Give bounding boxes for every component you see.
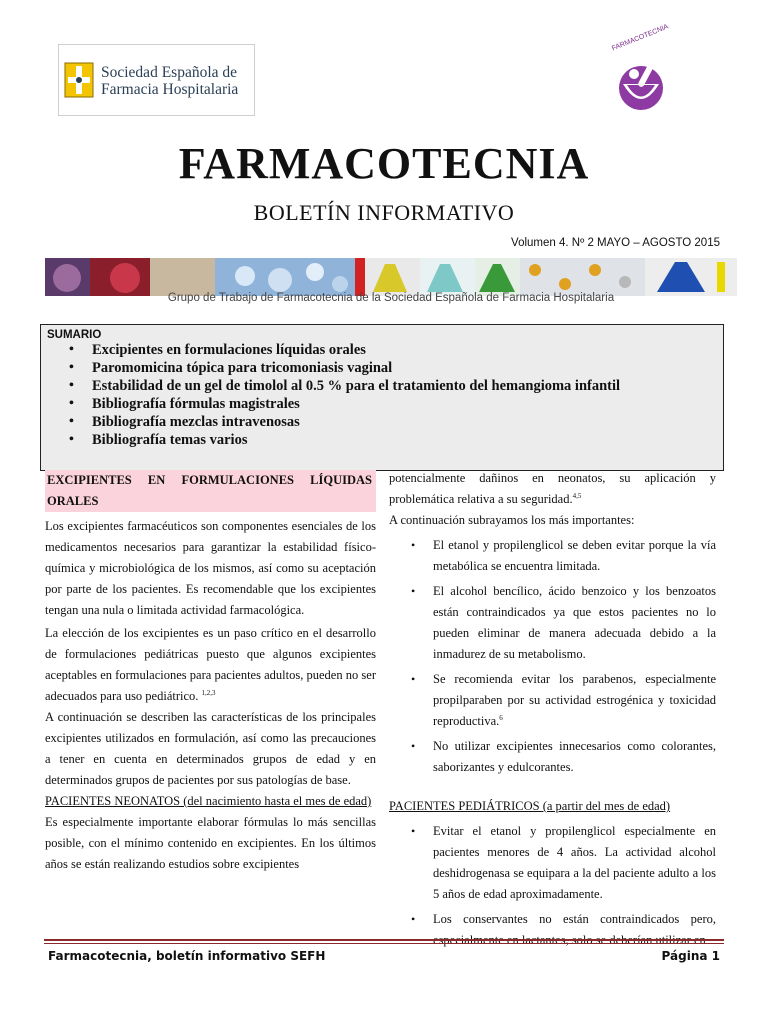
list-item: • No utilizar excipientes innecesarios como colorantes, saborizantes y edulcorantes. (389, 736, 716, 778)
summary-item: • Bibliografía temas varios (67, 431, 620, 449)
summary-heading: SUMARIO (47, 329, 102, 341)
farmacotecnia-logo-label: FARMACOTECNIA (611, 23, 670, 53)
paragraph-text: La elección de los excipientes es un paso crítico en el desarrollo de formulaciones pediátricas puesto que algunos excipientes aceptables en formulaciones para pacientes adultos, pueden no ser adecuados para uso pediátrico. (45, 626, 376, 703)
mortar-pestle-icon (607, 44, 675, 116)
banner-caption: Grupo de Trabajo de Farmacotecnia de la Sociedad Española de Farmacia Hospitalaria (167, 292, 615, 304)
newsletter-subtitle: BOLETÍN INFORMATIVO (253, 200, 515, 225)
footer-publication: Farmacotecnia, boletín informativo SEFH (48, 949, 326, 963)
summary-item: • Bibliografía fórmulas magistrales (67, 395, 620, 413)
footer-rule (44, 943, 724, 944)
list-item: • El etanol y propilenglicol se deben evitar porque la vía metabólica se encuentra limitada. (389, 535, 716, 577)
volume-issue: Volumen 4. Nº 2 MAYO – AGOSTO 2015 (511, 237, 720, 249)
farmacotecnia-logo (607, 23, 675, 116)
list-item: • Los conservantes no están contraindicados pero, (389, 909, 716, 951)
summary-item: • Bibliografía mezclas intravenosas (67, 413, 620, 431)
list-item: • Evitar el etanol y propilenglicol especialmente en pacientes menores de 4 años. La actividad alcohol deshidrogenasa se equipara a la del paciente adulto a los 5 años de edad aproximadamente. (389, 821, 716, 905)
paragraph (389, 468, 716, 510)
paragraph: A continuación subrayamos los más importantes: (389, 513, 635, 527)
sefh-logo-line2: Farmacia Hospitalaria (101, 81, 239, 98)
paragraph-text: potencialmente dañinos en neonatos, su aplicación y problemática relativa a su seguridad. (389, 471, 716, 506)
subsection-heading-neonatos: PACIENTES NEONATOS (del nacimiento hasta el mes de edad) (45, 794, 372, 808)
reference: 4,5 (572, 491, 582, 500)
sefh-logo-text (101, 64, 238, 98)
paragraph (45, 623, 376, 707)
reference: 1,2,3 (201, 688, 216, 697)
summary-list (67, 341, 620, 449)
summary-item: • Paromomicina tópica para tricomoniasis vaginal (67, 359, 620, 377)
sefh-logo-line1: Sociedad Española de (101, 64, 238, 81)
laboratory-banner-image (45, 258, 737, 296)
sefh-logo (58, 44, 255, 116)
reference: 6 (499, 713, 503, 722)
summary-box (40, 324, 724, 471)
paragraph: Es especialmente importante elaborar fórmulas lo más sencillas posible, con el mínimo contenido en excipientes. En los últimos años se están realizando estudios sobre excipientes (45, 815, 376, 871)
paragraph: Los excipientes farmacéuticos son componentes esenciales de los medicamentos necesarios para garantizar la estabilidad físico-química y microbiológica de los mismos, así como su aceptación por parte de los pacientes. Es recomendable que los excipientes tengan una nula o limitada actividad farmacológica. (45, 519, 376, 617)
section-title (45, 470, 376, 512)
section-title-line2: ORALES (47, 494, 99, 508)
sefh-emblem-icon (63, 61, 95, 99)
section-title-line1: EXCIPIENTES EN FORMULACIONES LÍQUIDAS (47, 473, 372, 487)
page-number: Página 1 (661, 949, 720, 963)
list-item: • El alcohol bencílico, ácido benzoico y los benzoatos están contraindicados ya que estos pacientes no lo pueden eliminar de manera adecuada debido a la inmadurez de su metabolismo. (389, 581, 716, 665)
footer-rule (44, 939, 724, 941)
list-item-text: Se recomienda evitar los parabenos, especialmente propilparaben por su actividad estrogénica y toxicidad reproductiva. (433, 672, 716, 728)
subsection-heading-pediatricos: PACIENTES PEDIÁTRICOS (a partir del mes de edad) (389, 799, 671, 813)
left-column (45, 470, 376, 875)
paragraph: A continuación se describen las características de los principales excipientes utilizados en formulación, así como las precauciones a tener en cuenta en determinados grupos de edad y en determinados grupos de pacientes por sus patologías de base. (45, 710, 376, 787)
newsletter-title: FARMACOTECNIA (178, 139, 590, 188)
summary-item: • Excipientes en formulaciones líquidas orales (67, 341, 620, 359)
right-column (389, 468, 716, 951)
summary-item: • Estabilidad de un gel de timolol al 0.5 % para el tratamiento del hemangioma infantil (67, 377, 620, 395)
list-item (389, 669, 716, 732)
